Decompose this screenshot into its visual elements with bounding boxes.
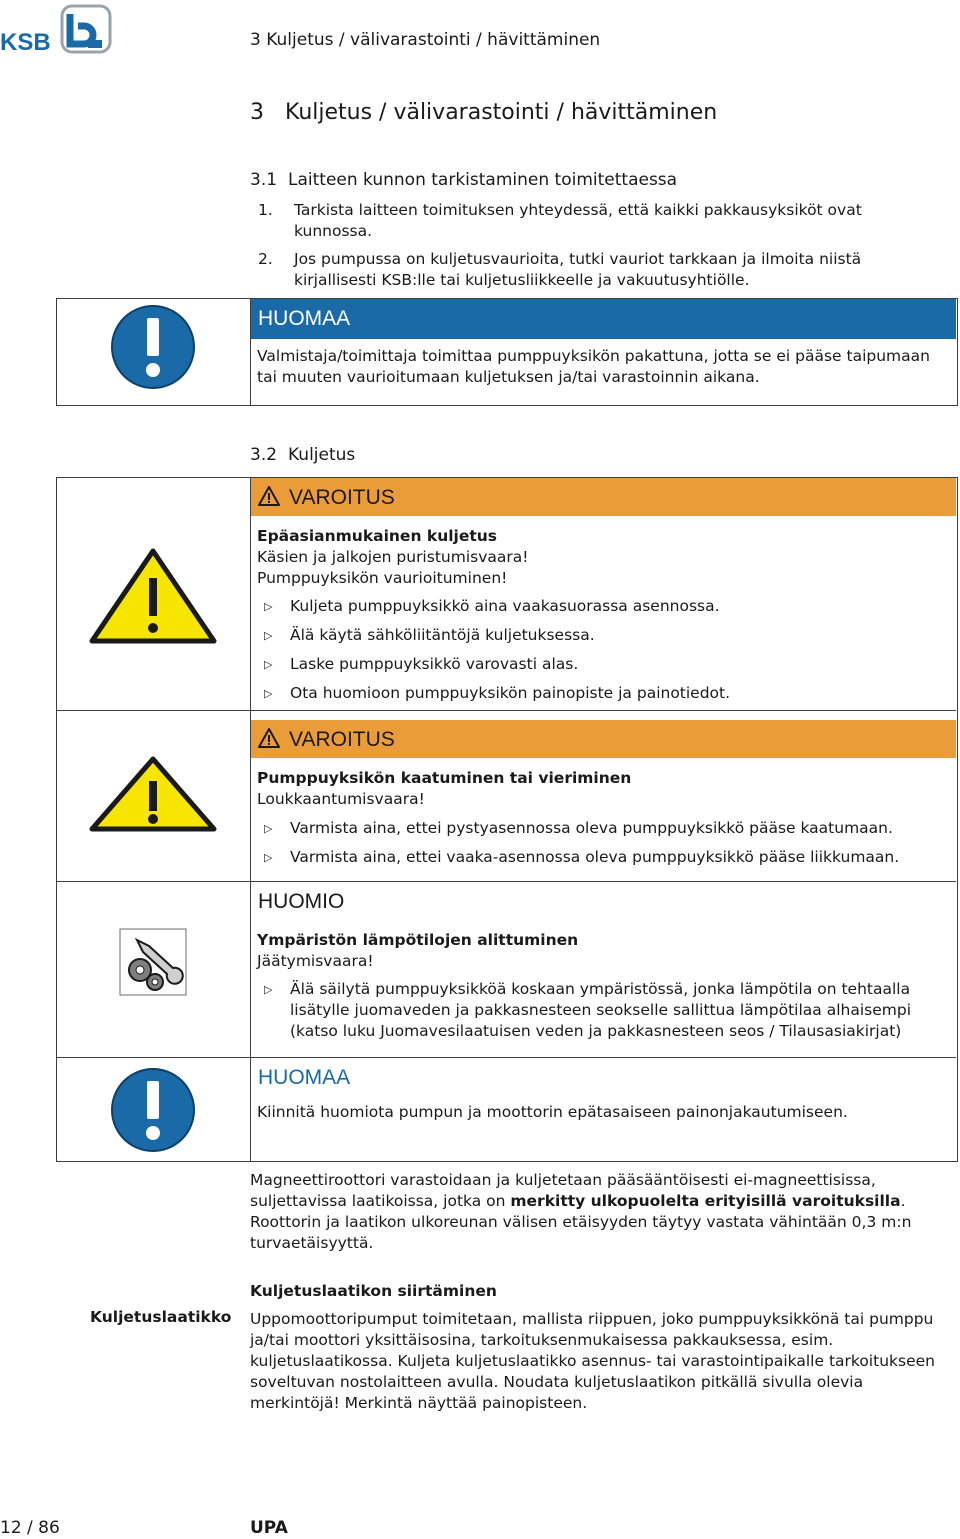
warning-line-2a: Loukkaantumisvaara! bbox=[257, 790, 425, 808]
bullet-triangle-icon: ▷ bbox=[264, 629, 273, 642]
warning-small-icon bbox=[258, 728, 280, 748]
warning-bar-2 bbox=[251, 720, 956, 758]
list-item: ▷ Älä säilytä pumppuyksikköä koskaan ympäristössä, jonka lämpötila on tehtaalla lisätylle juomaveden ja pakkasnesteen seokselle sallittua lämpötilaa alhaisempi (katso luku Juomavesilaatuisen veden ja pakkasnesteen seos / Tilausasiakirjat) bbox=[264, 980, 911, 1040]
warning-triangle-icon bbox=[57, 711, 250, 881]
page-number: 12 / 86 bbox=[0, 1518, 60, 1538]
bullet-triangle-icon: ▷ bbox=[264, 687, 273, 700]
caution-heading: Ympäristön lämpötilojen alittuminen bbox=[257, 931, 579, 949]
list-item: ▷ Varmista aina, ettei pystyasennossa oleva pumppuyksikkö pääse kaatumaan. bbox=[264, 819, 893, 837]
bullet-triangle-icon: ▷ bbox=[264, 658, 273, 671]
crate-heading: Kuljetuslaatikon siirtäminen bbox=[250, 1282, 497, 1300]
warning-heading-1: Epäasianmukainen kuljetus bbox=[257, 527, 498, 545]
notice-text-2: Kiinnitä huomiota pumpun ja moottorin epätasaiseen painonjakautumiseen. bbox=[257, 1103, 848, 1121]
warning-line-1b: Pumppuyksikön vaurioituminen! bbox=[257, 569, 508, 587]
notice-label-2: HUOMAA bbox=[258, 1066, 351, 1089]
caution-icon-cell bbox=[57, 882, 250, 1057]
step-2: 2. Jos pumpussa on kuljetusvaurioita, tutki vauriot tarkkaan ja ilmoita niistä kirjallisesti KSB:lle tai kuljetusliikkeelle ja vakuutusyhtiölle. bbox=[258, 250, 862, 289]
bullet-triangle-icon: ▷ bbox=[264, 600, 273, 613]
warning-triangle-icon bbox=[57, 478, 250, 710]
warning-icon-cell-1 bbox=[57, 478, 250, 710]
caution-label: HUOMIO bbox=[258, 890, 345, 913]
chapter-title-text: Kuljetus / välivarastointi / hävittäminen bbox=[284, 100, 718, 125]
section-heading-3-2: 3.2 Kuljetus bbox=[250, 445, 356, 465]
ksb-logo bbox=[0, 0, 115, 56]
chapter-title bbox=[250, 100, 717, 125]
notice-icon-cell bbox=[56, 299, 251, 405]
list-item: ▷ Varmista aina, ettei vaaka-asennossa oleva pumppuyksikkö pääse liikkumaan. bbox=[264, 848, 900, 866]
running-header: 3 Kuljetus / välivarastointi / hävittäminen bbox=[250, 30, 601, 50]
notice-label: HUOMAA bbox=[258, 307, 351, 330]
notice-bar-2 bbox=[251, 1058, 956, 1098]
bullet-triangle-icon: ▷ bbox=[264, 983, 273, 996]
step-1: 1. Tarkista laitteen toimituksen yhteydessä, että kaikki pakkausyksiköt ovat kunnossa. bbox=[258, 201, 862, 240]
magnet-paragraph: Magneettiroottori varastoidaan ja kuljetetaan pääsääntöisesti ei-magneettisissa, suljettavissa laatikoissa, jotka on merkitty ulkopuolelta erityisillä varoituksilla. Roottorin ja laatikon ulkoreunan välisen etäisyyden täytyy vastata vähintään 0,3 m:n turvaetäisyyttä. bbox=[250, 1171, 912, 1252]
warning-bar-1 bbox=[251, 478, 956, 516]
mandatory-notice-icon bbox=[56, 299, 250, 405]
bullet-triangle-icon: ▷ bbox=[264, 851, 273, 864]
bullet-triangle-icon: ▷ bbox=[264, 822, 273, 835]
crate-paragraph: Uppomoottoripumput toimitetaan, mallista riippuen, joko pumppuyksikkönä tai pumppu ja/tai moottori yksittäisosina, tarkoituksenmukaisessa pakkauksessa, esim. kuljetuslaatikossa. Kuljeta kuljetuslaatikko asennus- tai varastointipaikalle tarkoitukseen soveltuvan nostolaitteen avulla. Noudata kuljetuslaatikon pitkällä sivulla olevia merkintöjä! Merkintä näyttää painopisteen. bbox=[250, 1310, 935, 1412]
warning-line-1a: Käsien ja jalkojen puristumisvaara! bbox=[257, 548, 529, 566]
list-item: ▷ Ota huomioon pumppuyksikön painopiste ja painotiedot. bbox=[264, 684, 731, 702]
warning-small-icon bbox=[258, 486, 280, 506]
notice-icon-cell-2 bbox=[57, 1058, 250, 1160]
warning-label-1: VAROITUS bbox=[289, 486, 395, 509]
list-item: ▷ Älä käytä sähköliitäntöjä kuljetuksessa. bbox=[264, 626, 595, 644]
list-item: ▷ Kuljeta pumppuyksikkö aina vaakasuorassa asennossa. bbox=[264, 597, 720, 615]
product-name: UPA bbox=[250, 1518, 288, 1538]
mandatory-notice-icon bbox=[57, 1058, 250, 1160]
crate-side-label: Kuljetuslaatikko bbox=[90, 1308, 232, 1326]
caution-line: Jäätymisvaara! bbox=[257, 952, 374, 970]
list-item: ▷ Laske pumppuyksikkö varovasti alas. bbox=[264, 655, 579, 673]
svg-text:KSB: KSB bbox=[0, 29, 51, 56]
warning-heading-2: Pumppuyksikön kaatuminen tai vieriminen bbox=[257, 769, 632, 787]
warning-label-2: VAROITUS bbox=[289, 728, 395, 751]
notice-bar-1 bbox=[251, 299, 956, 339]
notice-text-1: Valmistaja/toimittaja toimittaa pumppuyksikön pakattuna, jotta se ei pääse taipumaan tai muuten vaurioitumaan kuljetuksen ja/tai varastoinnin aikana. bbox=[257, 347, 930, 386]
caution-bar bbox=[251, 882, 956, 920]
section-heading-3-1: 3.1 Laitteen kunnon tarkistaminen toimitettaessa bbox=[250, 170, 678, 190]
chapter-number: 3 bbox=[250, 100, 264, 125]
tools-gears-icon bbox=[57, 882, 250, 1057]
warning-icon-cell-2 bbox=[57, 711, 250, 881]
